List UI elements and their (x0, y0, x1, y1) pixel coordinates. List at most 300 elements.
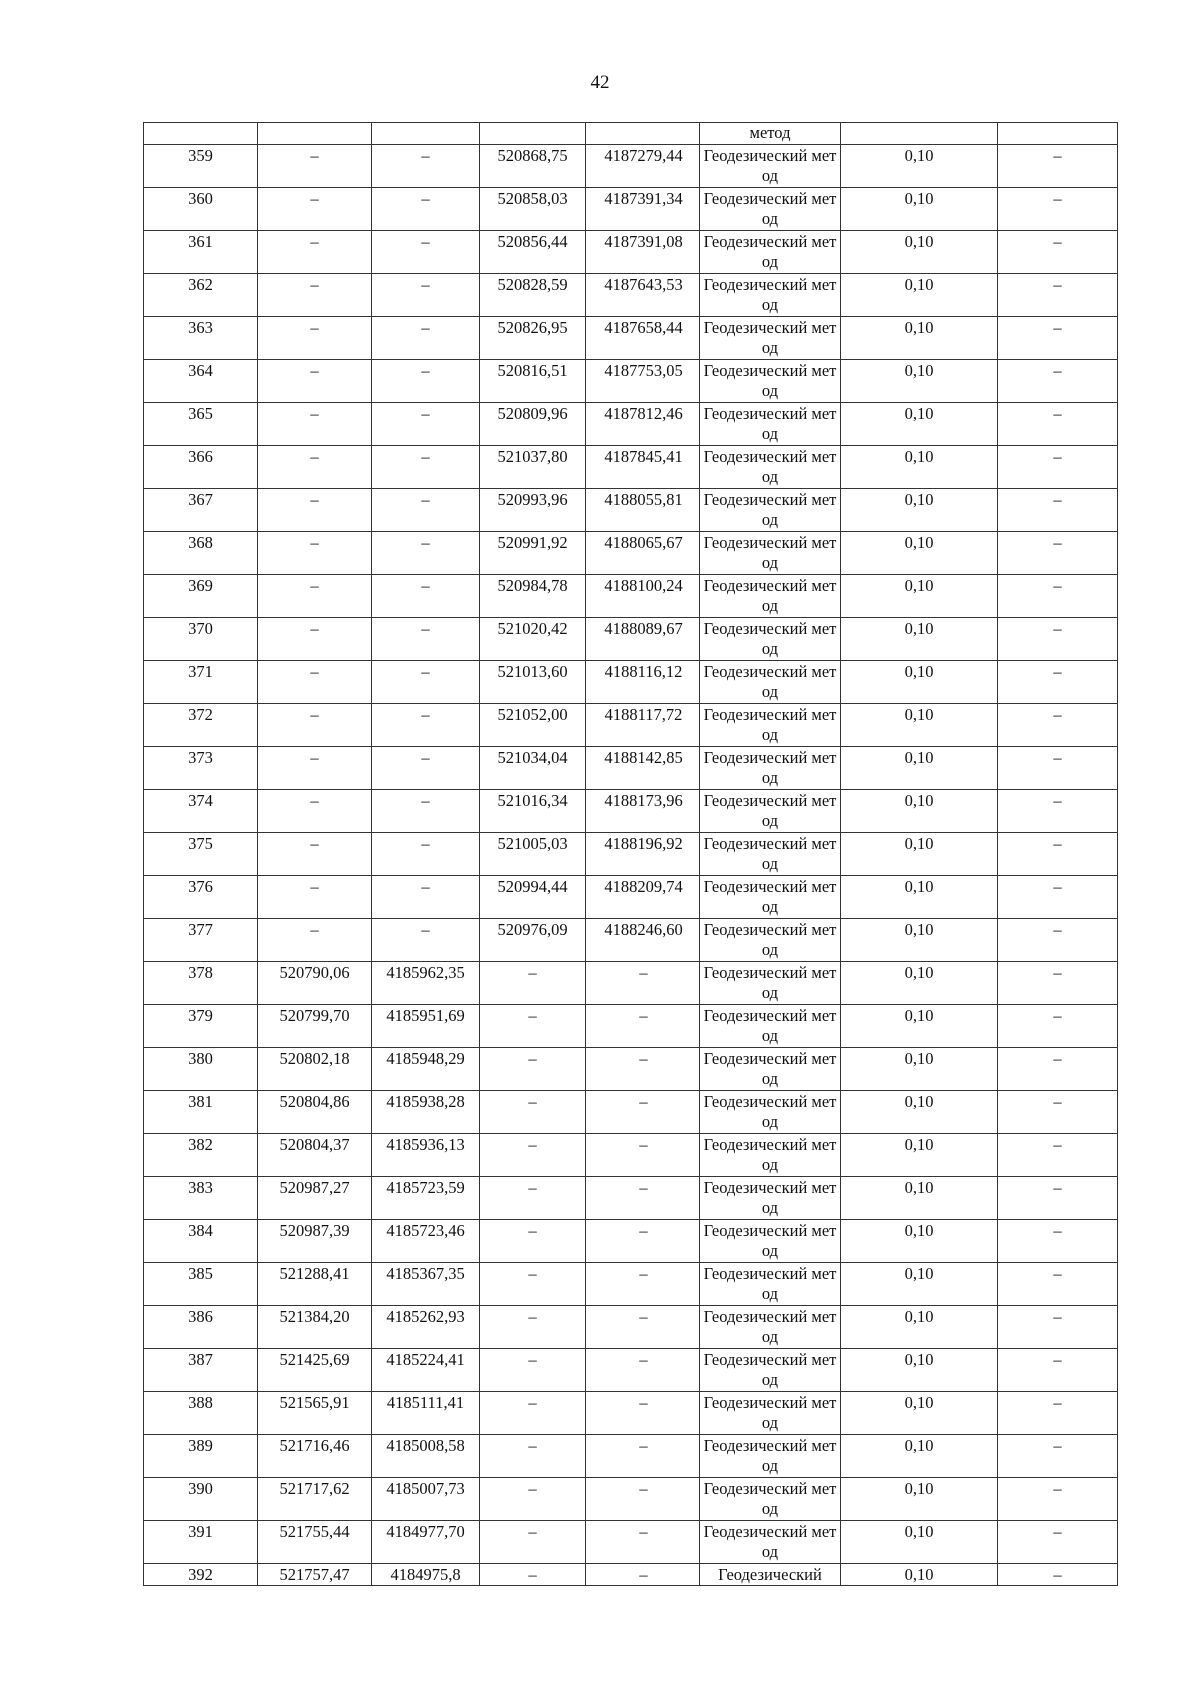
cell-x-existing (258, 1048, 372, 1091)
cell-x-new-text: 520868,75 (497, 146, 568, 165)
cell-method (700, 1392, 841, 1435)
cell-method (700, 123, 841, 145)
cell-point-number (144, 1263, 258, 1306)
cell-accuracy (841, 747, 998, 790)
cell-y-existing-text: 4185262,93 (386, 1307, 465, 1326)
cell-x-existing-text: – (310, 920, 319, 939)
table-row (144, 532, 1118, 575)
cell-x-existing (258, 274, 372, 317)
table-row (144, 618, 1118, 661)
cell-x-existing-text: – (310, 791, 319, 810)
cell-accuracy-text: 0,10 (904, 1350, 934, 1369)
cell-accuracy-text: 0,10 (904, 877, 934, 896)
cell-note (998, 1392, 1118, 1435)
cell-y-existing-text: – (421, 920, 430, 939)
cell-accuracy-text: 0,10 (904, 1092, 934, 1111)
cell-point-number (144, 1478, 258, 1521)
cell-y-existing-text: – (421, 189, 430, 208)
cell-accuracy-text: 0,10 (904, 1135, 934, 1154)
cell-y-existing-text: 4185936,13 (386, 1135, 465, 1154)
cell-y-existing (372, 618, 480, 661)
cell-x-existing-text: – (310, 834, 319, 853)
cell-accuracy-text: 0,10 (904, 1393, 934, 1412)
cell-y-existing (372, 1392, 480, 1435)
cell-x-existing (258, 446, 372, 489)
cell-y-existing-text: 4185367,35 (386, 1264, 465, 1283)
cell-y-new (586, 446, 700, 489)
cell-x-existing-text: 521288,41 (279, 1264, 350, 1283)
cell-point-number (144, 188, 258, 231)
cell-x-existing (258, 1349, 372, 1392)
cell-note (998, 532, 1118, 575)
cell-method-text: Геодезический метод (703, 1436, 837, 1475)
cell-accuracy-text: 0,10 (904, 361, 934, 380)
cell-y-new-text: – (639, 1350, 648, 1369)
cell-point-number-text: 392 (188, 1565, 213, 1584)
cell-y-new (586, 1220, 700, 1263)
table-row (144, 1091, 1118, 1134)
table-row (144, 1134, 1118, 1177)
cell-accuracy-text: 0,10 (904, 1006, 934, 1025)
cell-method-text: Геодезический метод (703, 533, 837, 572)
cell-y-new (586, 1349, 700, 1392)
cell-point-number-text: 374 (188, 791, 213, 810)
cell-accuracy (841, 274, 998, 317)
cell-accuracy-text: 0,10 (904, 189, 934, 208)
cell-note (998, 360, 1118, 403)
cell-x-new-text: – (528, 1522, 537, 1541)
cell-method-text: Геодезический метод (703, 1522, 837, 1561)
cell-method-text: Геодезический метод (703, 834, 837, 873)
cell-x-existing (258, 1177, 372, 1220)
cell-x-existing (258, 661, 372, 704)
cell-accuracy-text: 0,10 (904, 447, 934, 466)
cell-note (998, 575, 1118, 618)
cell-note-text: – (1053, 1436, 1062, 1455)
cell-method (700, 1005, 841, 1048)
page-number: 42 (590, 72, 610, 93)
cell-accuracy-text: 0,10 (904, 662, 934, 681)
cell-x-existing-text: – (310, 490, 319, 509)
table-row-continued (144, 123, 1118, 145)
cell-note (998, 446, 1118, 489)
cell-note-text: – (1053, 1221, 1062, 1240)
cell-x-existing (258, 1435, 372, 1478)
cell-point-number (144, 704, 258, 747)
cell-note-text: – (1053, 1393, 1062, 1412)
cell-note (998, 1220, 1118, 1263)
cell-x-new (480, 790, 586, 833)
cell-y-new-text: 4187812,46 (604, 404, 683, 423)
cell-x-existing-text: 520799,70 (279, 1006, 350, 1025)
cell-method (700, 790, 841, 833)
cell-point-number-text: 360 (188, 189, 213, 208)
cell-y-existing (372, 489, 480, 532)
cell-x-existing-text: 521755,44 (279, 1522, 350, 1541)
cell-point-number-text: 368 (188, 533, 213, 552)
cell-x-new-text: 521037,80 (497, 447, 568, 466)
cell-y-existing-text: – (421, 705, 430, 724)
cell-y-new (586, 1263, 700, 1306)
cell-accuracy (841, 1005, 998, 1048)
table-row (144, 876, 1118, 919)
cell-method (700, 1263, 841, 1306)
cell-method (700, 403, 841, 446)
cell-note (998, 1435, 1118, 1478)
cell-accuracy-text: 0,10 (904, 1479, 934, 1498)
cell-note-text: – (1053, 318, 1062, 337)
cell-point-number-text: 365 (188, 404, 213, 423)
cell-x-new-text: – (528, 1565, 537, 1584)
cell-note-text: – (1053, 576, 1062, 595)
cell-accuracy-text: 0,10 (904, 1178, 934, 1197)
cell-y-existing (372, 1478, 480, 1521)
cell-y-new (586, 1435, 700, 1478)
cell-x-new-text: 521020,42 (497, 619, 568, 638)
cell-method (700, 833, 841, 876)
cell-y-existing (372, 1091, 480, 1134)
cell-y-new (586, 962, 700, 1005)
cell-x-new (480, 1005, 586, 1048)
cell-method-text: Геодезический метод (703, 877, 837, 916)
cell-method (700, 1091, 841, 1134)
cell-note-text: – (1053, 705, 1062, 724)
cell-y-new (586, 833, 700, 876)
cell-point-number (144, 274, 258, 317)
cell-y-new-text: – (639, 1221, 648, 1240)
cell-y-existing-text: – (421, 533, 430, 552)
cell-x-new-text: – (528, 1436, 537, 1455)
cell-y-existing (372, 317, 480, 360)
cell-method-text: Геодезический метод (703, 146, 837, 185)
cell-y-existing-text: 4185723,46 (386, 1221, 465, 1240)
cell-y-new-text: 4188117,72 (604, 705, 683, 724)
cell-y-new (586, 618, 700, 661)
cell-x-existing-text: – (310, 318, 319, 337)
cell-note (998, 1306, 1118, 1349)
cell-x-new-text: 521005,03 (497, 834, 568, 853)
cell-y-new-text: 4188196,92 (604, 834, 683, 853)
cell-point-number-text: 371 (188, 662, 213, 681)
cell-y-new (586, 790, 700, 833)
cell-x-existing-text: – (310, 748, 319, 767)
cell-accuracy (841, 1306, 998, 1349)
cell-point-number (144, 790, 258, 833)
cell-y-new (586, 1478, 700, 1521)
cell-method-text: Геодезический метод (703, 576, 837, 615)
cell-note (998, 1134, 1118, 1177)
cell-note (998, 1478, 1118, 1521)
cell-x-existing (258, 919, 372, 962)
cell-y-new-text: 4188173,96 (604, 791, 683, 810)
cell-method-text: Геодезический метод (703, 662, 837, 701)
cell-note (998, 489, 1118, 532)
cell-method-text: Геодезический метод (703, 1006, 837, 1045)
table-row (144, 1177, 1118, 1220)
cell-y-new (586, 1091, 700, 1134)
cell-y-existing-text: – (421, 447, 430, 466)
cell-note (998, 833, 1118, 876)
cell-x-new-text: 520994,44 (497, 877, 568, 896)
cell-x-new (480, 145, 586, 188)
cell-method (700, 360, 841, 403)
cell-note-text: – (1053, 1522, 1062, 1541)
cell-accuracy (841, 704, 998, 747)
cell-accuracy (841, 618, 998, 661)
cell-note-text: – (1053, 662, 1062, 681)
cell-y-new-text: 4187658,44 (604, 318, 683, 337)
cell-accuracy (841, 1220, 998, 1263)
cell-y-new (586, 489, 700, 532)
cell-y-new (586, 747, 700, 790)
cell-point-number-text: 385 (188, 1264, 213, 1283)
cell-note (998, 1263, 1118, 1306)
cell-accuracy-text: 0,10 (904, 705, 934, 724)
cell-y-new-text: – (639, 1178, 648, 1197)
cell-method-text: Геодезический метод (703, 1479, 837, 1518)
cell-accuracy (841, 188, 998, 231)
cell-point-number (144, 317, 258, 360)
cell-y-existing (372, 1521, 480, 1564)
cell-note (998, 231, 1118, 274)
cell-x-existing-text: – (310, 619, 319, 638)
cell-note (998, 403, 1118, 446)
cell-note (998, 1005, 1118, 1048)
cell-note (998, 1521, 1118, 1564)
cell-y-existing (372, 123, 480, 145)
cell-note (998, 1177, 1118, 1220)
cell-y-new (586, 704, 700, 747)
cell-note-text: – (1053, 1135, 1062, 1154)
cell-note (998, 876, 1118, 919)
cell-point-number-text: 366 (188, 447, 213, 466)
cell-y-new-text: 4187391,34 (604, 189, 683, 208)
cell-method-text: Геодезический метод (703, 1393, 837, 1432)
cell-note (998, 747, 1118, 790)
cell-note (998, 704, 1118, 747)
cell-accuracy-text: 0,10 (904, 146, 934, 165)
cell-accuracy (841, 446, 998, 489)
cell-y-existing (372, 188, 480, 231)
table-row (144, 1564, 1118, 1586)
cell-accuracy (841, 1392, 998, 1435)
cell-x-new-text: 520976,09 (497, 920, 568, 939)
cell-point-number-text: 375 (188, 834, 213, 853)
cell-y-existing-text: – (421, 404, 430, 423)
cell-note-text: – (1053, 1006, 1062, 1025)
cell-x-existing (258, 704, 372, 747)
cell-note-text: – (1053, 1565, 1062, 1584)
cell-point-number (144, 403, 258, 446)
table-row (144, 274, 1118, 317)
cell-x-new (480, 1177, 586, 1220)
cell-y-new-text: – (639, 1135, 648, 1154)
cell-x-new (480, 123, 586, 145)
cell-method-text: Геодезический метод (703, 1135, 837, 1174)
cell-x-existing (258, 123, 372, 145)
cell-x-existing-text: 520987,39 (279, 1221, 350, 1240)
cell-point-number-text: 369 (188, 576, 213, 595)
cell-method-text: Геодезический метод (703, 619, 837, 658)
cell-method (700, 704, 841, 747)
cell-y-new (586, 1005, 700, 1048)
cell-method (700, 747, 841, 790)
cell-y-existing (372, 532, 480, 575)
cell-y-existing-text: – (421, 490, 430, 509)
cell-x-existing-text: – (310, 146, 319, 165)
cell-y-new (586, 123, 700, 145)
cell-accuracy-text: 0,10 (904, 318, 934, 337)
cell-method (700, 446, 841, 489)
cell-x-existing (258, 317, 372, 360)
cell-x-existing-text: 521757,47 (279, 1565, 350, 1584)
cell-y-new (586, 1177, 700, 1220)
table-row (144, 489, 1118, 532)
table-row (144, 446, 1118, 489)
cell-method (700, 1435, 841, 1478)
cell-x-new-text: 520826,95 (497, 318, 568, 337)
cell-method (700, 919, 841, 962)
cell-note (998, 1048, 1118, 1091)
cell-x-new-text: – (528, 1307, 537, 1326)
table-row (144, 231, 1118, 274)
cell-x-existing-text: 520804,37 (279, 1135, 350, 1154)
cell-point-number (144, 962, 258, 1005)
cell-method (700, 1564, 841, 1586)
cell-x-existing (258, 1220, 372, 1263)
cell-y-existing-text: 4185948,29 (386, 1049, 465, 1068)
cell-x-new-text: 520856,44 (497, 232, 568, 251)
cell-accuracy (841, 489, 998, 532)
cell-method (700, 618, 841, 661)
cell-point-number (144, 360, 258, 403)
cell-point-number (144, 123, 258, 145)
cell-y-new (586, 919, 700, 962)
cell-method-text: Геодезический метод (703, 1178, 837, 1217)
cell-method-text: Геодезический метод (703, 1049, 837, 1088)
cell-y-existing (372, 1435, 480, 1478)
cell-x-new-text: – (528, 1350, 537, 1369)
cell-x-existing (258, 790, 372, 833)
cell-x-new (480, 1306, 586, 1349)
cell-y-new-text: 4187279,44 (604, 146, 683, 165)
cell-y-new-text: 4187845,41 (604, 447, 683, 466)
cell-point-number (144, 919, 258, 962)
cell-method (700, 1478, 841, 1521)
cell-point-number (144, 747, 258, 790)
cell-point-number-text: 372 (188, 705, 213, 724)
cell-accuracy (841, 403, 998, 446)
cell-note (998, 1349, 1118, 1392)
cell-y-new-text: 4188116,12 (604, 662, 683, 681)
cell-x-new (480, 1134, 586, 1177)
cell-y-existing-text: – (421, 146, 430, 165)
cell-y-new-text: 4188142,85 (604, 748, 683, 767)
cell-accuracy (841, 833, 998, 876)
cell-x-new-text: – (528, 1479, 537, 1498)
cell-y-new (586, 188, 700, 231)
cell-x-new-text: – (528, 963, 537, 982)
cell-x-new-text: – (528, 1178, 537, 1197)
cell-y-new (586, 532, 700, 575)
cell-x-new (480, 876, 586, 919)
cell-note-text: – (1053, 404, 1062, 423)
cell-accuracy-text: 0,10 (904, 920, 934, 939)
cell-accuracy (841, 1521, 998, 1564)
cell-accuracy (841, 1564, 998, 1586)
cell-x-existing (258, 489, 372, 532)
table-row (144, 962, 1118, 1005)
cell-note (998, 962, 1118, 1005)
table-row (144, 747, 1118, 790)
cell-x-existing (258, 403, 372, 446)
cell-method (700, 1521, 841, 1564)
cell-method-text: Геодезический метод (703, 748, 837, 787)
cell-y-existing-text: 4185951,69 (386, 1006, 465, 1025)
cell-y-existing-text: 4185962,35 (386, 963, 465, 982)
cell-note (998, 317, 1118, 360)
cell-method-text: Геодезический метод (703, 920, 837, 959)
cell-y-existing (372, 833, 480, 876)
cell-y-existing (372, 1005, 480, 1048)
cell-accuracy (841, 1349, 998, 1392)
cell-method (700, 188, 841, 231)
cell-x-existing (258, 747, 372, 790)
cell-point-number (144, 1177, 258, 1220)
cell-y-new-text: – (639, 1307, 648, 1326)
cell-y-existing-text: – (421, 318, 430, 337)
cell-method-text: Геодезический метод (703, 361, 837, 400)
cell-y-existing (372, 1177, 480, 1220)
cell-x-existing (258, 231, 372, 274)
cell-note-text: – (1053, 1178, 1062, 1197)
cell-point-number-text: 376 (188, 877, 213, 896)
cell-x-new (480, 188, 586, 231)
table-row (144, 360, 1118, 403)
table-row (144, 704, 1118, 747)
cell-point-number-text: 381 (188, 1092, 213, 1111)
cell-x-existing-text: 520802,18 (279, 1049, 350, 1068)
cell-method-text: Геодезический метод (703, 189, 837, 228)
cell-point-number (144, 1392, 258, 1435)
cell-y-new (586, 1392, 700, 1435)
cell-y-new-text: 4188246,60 (604, 920, 683, 939)
cell-note-text: – (1053, 361, 1062, 380)
cell-x-existing-text: 520804,86 (279, 1092, 350, 1111)
cell-x-new (480, 704, 586, 747)
cell-y-existing-text: 4185224,41 (386, 1350, 465, 1369)
cell-point-number-text: 391 (188, 1522, 213, 1541)
cell-method (700, 1220, 841, 1263)
cell-y-existing (372, 876, 480, 919)
cell-y-existing (372, 747, 480, 790)
cell-note-text: – (1053, 533, 1062, 552)
cell-accuracy (841, 1048, 998, 1091)
cell-x-existing (258, 360, 372, 403)
table-row (144, 1005, 1118, 1048)
cell-note (998, 1091, 1118, 1134)
cell-method-text: Геодезический (718, 1565, 822, 1584)
cell-x-new (480, 489, 586, 532)
cell-method (700, 231, 841, 274)
table-row (144, 1048, 1118, 1091)
cell-note-text: – (1053, 490, 1062, 509)
cell-x-existing (258, 188, 372, 231)
cell-accuracy-text: 0,10 (904, 791, 934, 810)
cell-y-new-text: 4187753,05 (604, 361, 683, 380)
table-row (144, 145, 1118, 188)
cell-x-new-text: – (528, 1221, 537, 1240)
